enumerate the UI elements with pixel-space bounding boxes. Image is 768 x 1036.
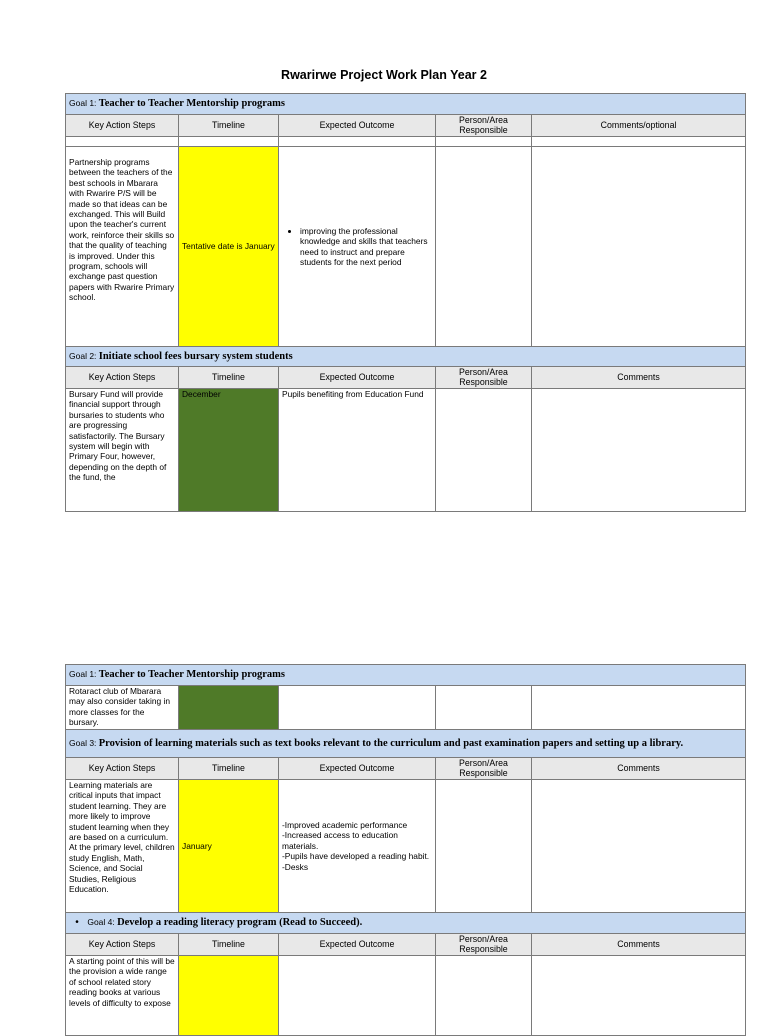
col-expected-outcome: Expected Outcome: [279, 934, 436, 956]
col-key-action: Key Action Steps: [66, 758, 179, 780]
col-key-action: Key Action Steps: [66, 934, 179, 956]
col-expected-outcome: Expected Outcome: [279, 115, 436, 137]
goal-1-header: [66, 665, 746, 686]
goal-4-header: [66, 913, 746, 934]
col-comments-optional: Comments/optional: [532, 115, 746, 137]
column-header-row: [66, 115, 746, 137]
outcome-cell: [279, 780, 436, 913]
col-comments: Comments: [532, 367, 746, 389]
outcome-cell: Pupils benefiting from Education Fund: [279, 389, 436, 512]
col-key-action: Key Action Steps: [66, 115, 179, 137]
outcome-line: -Improved academic performance: [282, 819, 408, 830]
goal-2-title: Initiate school fees bursary system students: [98, 350, 293, 362]
goal-2-header: [66, 347, 746, 367]
outcome-line: -Pupils have developed a reading habit.: [282, 851, 430, 862]
comments-cell: [532, 780, 746, 913]
col-comments: Comments: [532, 934, 746, 956]
outcome-cell: [279, 147, 436, 347]
column-header-row: [66, 367, 746, 389]
action-cell: Rotaract club of Mbarara may also consider taking in more classes for the bursary.: [66, 686, 179, 730]
comments-cell: [532, 686, 746, 730]
goal-4-bullet: •: [75, 917, 79, 928]
person-cell: [436, 686, 532, 730]
goal-3-header: [66, 730, 746, 758]
outcome-bullet: • improving the professional knowledge and skills that teachers need to instruct and prepare students for the next period: [300, 226, 432, 268]
goal-3-prefix: Goal 3:: [69, 737, 97, 748]
table-row: [66, 686, 746, 730]
col-key-action: Key Action Steps: [66, 367, 179, 389]
spacer-cell: [179, 137, 279, 147]
column-header-row: [66, 934, 746, 956]
timeline-cell: Tentative date is January: [179, 147, 279, 347]
action-cell: Bursary Fund will provide financial support through bursaries to students who are progressing satisfactorily. The Bursary system will begin with Primary Four, however, depending on the depth of the fund, the: [66, 389, 179, 512]
col-expected-outcome: Expected Outcome: [279, 758, 436, 780]
spacer-cell: [436, 137, 532, 147]
col-timeline: Timeline: [179, 367, 279, 389]
table-row: [66, 389, 746, 512]
col-person-responsible: Person/Area Responsible: [436, 934, 532, 956]
goal-4-title: Develop a reading literacy program (Read to Succeed).: [117, 917, 363, 928]
col-expected-outcome: Expected Outcome: [279, 367, 436, 389]
goal-1-title: Teacher to Teacher Mentorship programs: [98, 98, 286, 109]
col-person-responsible: Person/Area Responsible: [436, 758, 532, 780]
timeline-cell: January: [179, 780, 279, 913]
col-person-responsible: Person/Area Responsible: [436, 367, 532, 389]
outcome-cell: [279, 686, 436, 730]
goal-3-title: Provision of learning materials such as text books relevant to the curriculum and past examination papers and setting up a library.: [98, 737, 684, 749]
work-plan-table-2: [65, 664, 746, 1036]
outcome-line: -Desks: [282, 861, 309, 872]
table-row: [66, 147, 746, 347]
goal-2-prefix: Goal 2:: [69, 350, 97, 361]
col-person-responsible: Person/Area Responsible: [436, 115, 532, 137]
outcome-bullet-list: [282, 226, 432, 268]
spacer-cell: [66, 137, 179, 147]
person-cell: [436, 389, 532, 512]
outcome-line: -Increased access to education materials.: [282, 830, 398, 851]
goal-1-prefix: Goal 1:: [69, 98, 97, 108]
column-header-row: [66, 758, 746, 780]
spacer-cell: [279, 137, 436, 147]
action-cell: A starting point of this will be the provision a wide range of school related story reading books at various levels of difficulty to expose: [66, 956, 179, 1036]
col-timeline: Timeline: [179, 934, 279, 956]
spacer-row: [66, 137, 746, 147]
person-cell: [436, 147, 532, 347]
col-comments: Comments: [532, 758, 746, 780]
spacer-cell: [532, 137, 746, 147]
goal-1-title: Teacher to Teacher Mentorship programs: [98, 669, 286, 680]
goal-1-header: [66, 94, 746, 115]
timeline-cell: [179, 686, 279, 730]
col-timeline: Timeline: [179, 115, 279, 137]
comments-cell: [532, 147, 746, 347]
work-plan-table-1: [65, 93, 746, 512]
goal-1-prefix: Goal 1:: [69, 669, 97, 679]
comments-cell: [532, 389, 746, 512]
person-cell: [436, 780, 532, 913]
action-cell: Partnership programs between the teachers of the best schools in Mbarara with Rwarire P/S will be made so that ideas can be exchanged. This will Build upon the teacher's current work, reinforce their skills so that the quality of teaching is improved. Under this program, schools will exchange past question papers with Rwarire Primary school.: [66, 147, 179, 347]
col-timeline: Timeline: [179, 758, 279, 780]
table-row: [66, 780, 746, 913]
document-title: Rwarirwe Project Work Plan Year 2: [281, 68, 487, 82]
action-cell: Learning materials are critical inputs that impact student learning. They are more likely to improve student learning when they are based on a curriculum. At the primary level, children study English, Math, Science, and Social Studies, Religious Education.: [66, 780, 179, 913]
goal-4-prefix: Goal 4:: [87, 917, 115, 927]
timeline-cell: December: [179, 389, 279, 512]
